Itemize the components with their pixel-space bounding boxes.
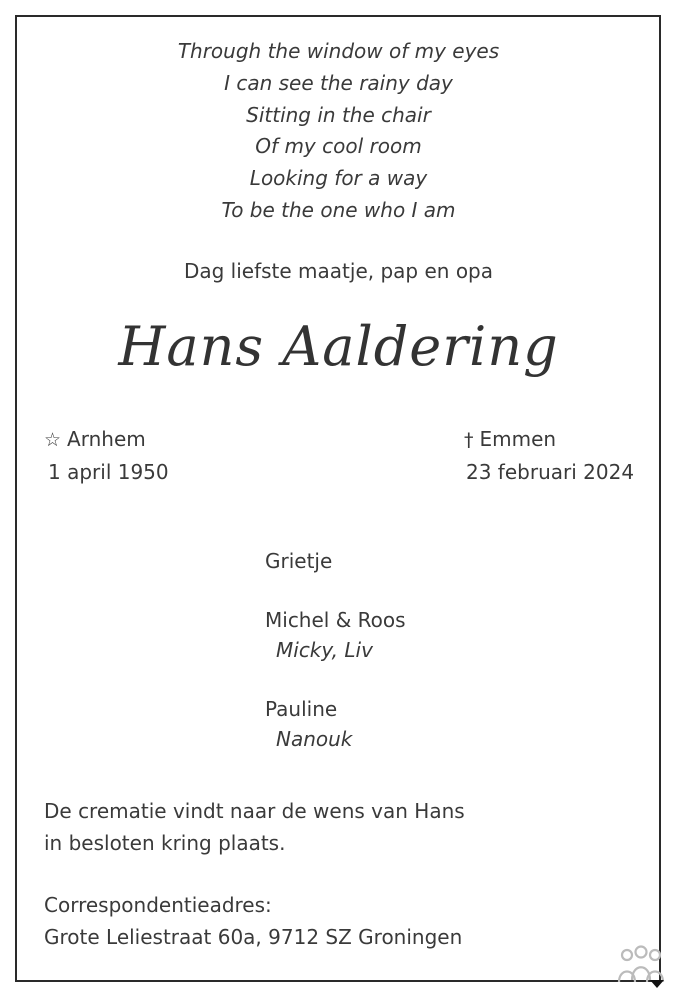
people-group-icon <box>614 944 668 990</box>
poem-line: Sitting in the chair <box>246 102 431 127</box>
family-list <box>265 546 406 754</box>
cremation-notice <box>44 796 465 953</box>
death-date: 23 februari 2024 <box>466 460 635 484</box>
birth-date: 1 april 1950 <box>48 460 169 484</box>
address-label: Correspondentieadres: <box>44 893 272 917</box>
partner-name: Grietje <box>265 549 333 573</box>
child-names: Pauline <box>265 697 338 721</box>
deceased-name: Hans Aaldering <box>118 315 559 378</box>
poem-line: I can see the rainy day <box>224 70 453 95</box>
poem-line: Through the window of my eyes <box>177 39 500 63</box>
poem-line: Of my cool room <box>255 134 422 159</box>
address: Grote Leliestraat 60a, 9712 SZ Groningen <box>44 924 463 949</box>
death-info <box>464 423 634 488</box>
cross-icon: † <box>464 429 474 451</box>
child-names: Michel & Roos <box>265 608 406 632</box>
greeting: Dag liefste maatje, pap en opa <box>183 259 494 283</box>
poem <box>0 36 677 227</box>
triangle-down-icon <box>650 980 664 988</box>
poem-line: To be the one who I am <box>221 197 456 222</box>
star-icon: ☆ <box>44 429 62 451</box>
grandchildren-names: Nanouk <box>276 727 353 751</box>
cremation-text: De crematie vindt naar de wens van Hans <box>44 799 465 823</box>
birth-info <box>44 423 169 488</box>
birth-place: Arnhem <box>67 427 146 451</box>
grandchildren-names: Micky, Liv <box>276 638 373 662</box>
poem-line: Looking for a way <box>249 166 428 191</box>
cremation-text: in besloten kring plaats. <box>44 830 286 855</box>
death-place: Emmen <box>479 427 557 451</box>
